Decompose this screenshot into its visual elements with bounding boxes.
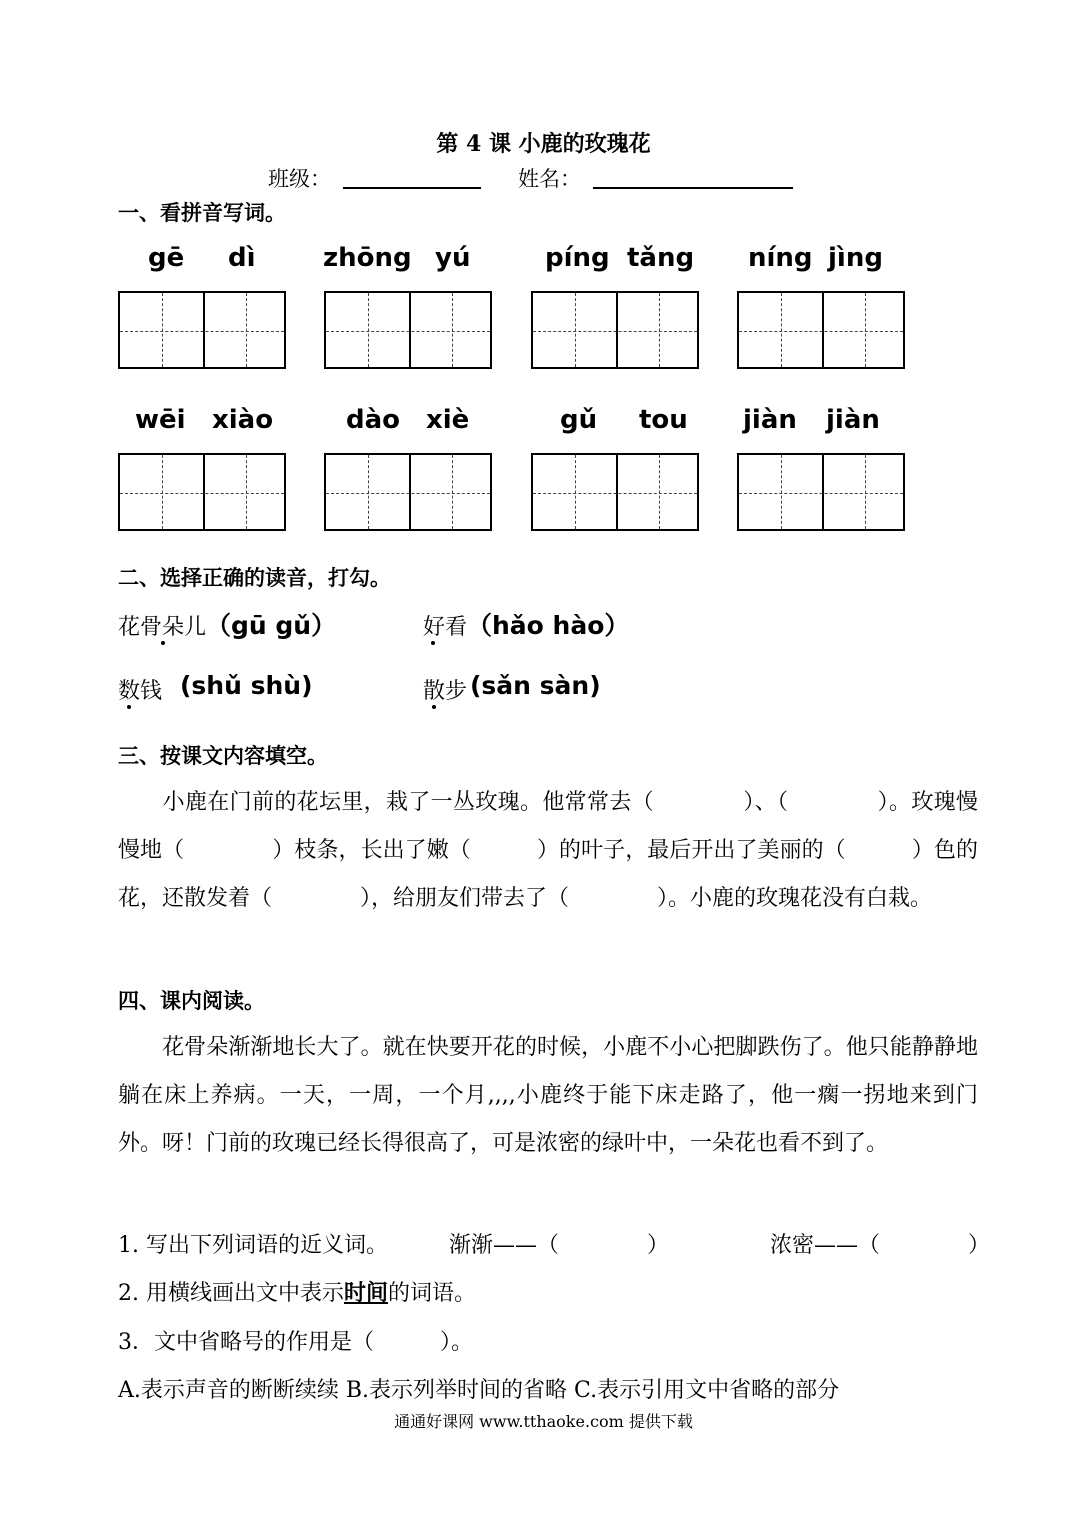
pinyin-options[interactable]: (sǎn sàn) [470, 671, 601, 700]
reading-passage: 花骨朵渐渐地长大了。就在快要开花的时候，小鹿不小心把脚跌伤了。他只能静静地躺在床上养病。一天，一周，一个月,,,,小鹿终于能下床走路了，他一瘸一拐地来到门外。呀！门前的玫瑰已经长得很高了，可是浓密的绿叶中，一朵花也看不到了。 [118, 1035, 978, 1156]
emphasis-dot [432, 705, 436, 709]
pinyin: xiè [426, 405, 470, 435]
name-blank[interactable] [593, 187, 793, 189]
pinyin: jìng [828, 243, 883, 273]
writing-grid[interactable] [737, 453, 905, 531]
pinyin: gǔ [560, 405, 598, 435]
question-2 [118, 1276, 476, 1307]
writing-grid[interactable] [324, 291, 492, 369]
writing-grid[interactable] [324, 453, 492, 531]
word-item: 好看 [423, 615, 468, 640]
question-1-word-2[interactable]: 浓密——（ ） [770, 1233, 991, 1258]
writing-grid[interactable] [118, 291, 286, 369]
pinyin-options[interactable]: （hǎo hào） [467, 611, 630, 640]
pinyin: wēi [135, 405, 186, 435]
pinyin-options[interactable]: （gū gǔ） [206, 611, 337, 640]
pinyin: zhōng [323, 243, 412, 273]
pinyin: níng [748, 243, 813, 273]
footer-text: 通通好课网 www.tthaoke.com 提供下载 [394, 1412, 693, 1431]
name-label: 姓名： [518, 167, 581, 191]
word-item: 散步 [423, 679, 468, 704]
section-3-heading: 三、按课文内容填空。 [118, 743, 328, 768]
section-4-heading: 四、课内阅读。 [118, 988, 265, 1013]
pinyin: yú [435, 243, 471, 273]
question-1: 1. 写出下列词语的近义词。 [118, 1233, 388, 1258]
question-2-keyword: 时间 [343, 1280, 388, 1306]
emphasis-dot [127, 705, 131, 709]
question-2-prefix: 2. 用横线画出文中表示 [118, 1281, 344, 1306]
question-1-word-1[interactable]: 渐渐——（ ） [449, 1233, 670, 1258]
page-title: 第 4 课 小鹿的玫瑰花 [436, 131, 651, 157]
pinyin: tou [639, 405, 688, 435]
class-label: 班级： [268, 167, 331, 191]
question-2-suffix: 的词语。 [388, 1281, 477, 1306]
pinyin: dì [228, 243, 256, 273]
section-1-heading: 一、看拼音写词。 [118, 200, 286, 225]
word-item: 花骨朵儿 [118, 615, 207, 640]
pinyin: tǎng [627, 243, 695, 273]
fill-in-paragraph: 小鹿在门前的花坛里，栽了一丛玫瑰。他常常去（ ）、（ ）。玫瑰慢慢地（ ）枝条，长出了嫩（ ）的叶子，最后开出了美丽的（ ）色的花，还散发着（ ），给朋友们带去了（ ）。小鹿的玫瑰花没有白栽。 [118, 790, 978, 911]
writing-grid[interactable] [531, 291, 699, 369]
section-2-heading: 二、选择正确的读音，打勾。 [118, 565, 391, 590]
writing-grid[interactable] [531, 453, 699, 531]
emphasis-dot [161, 641, 165, 645]
pinyin: jiàn [743, 405, 797, 435]
question-3: 3．文中省略号的作用是（ ）。 [118, 1330, 473, 1355]
writing-grid[interactable] [118, 453, 286, 531]
pinyin-options[interactable]: (shǔ shù) [180, 671, 313, 700]
word-item: 数钱 [118, 679, 163, 704]
class-blank[interactable] [343, 187, 481, 189]
writing-grid[interactable] [737, 291, 905, 369]
pinyin: dào [346, 405, 401, 435]
pinyin: gē [148, 243, 185, 273]
question-3-options[interactable]: A.表示声音的断断续续 B.表示列举时间的省略 C.表示引用文中省略的部分 [118, 1378, 840, 1403]
emphasis-dot [431, 641, 435, 645]
pinyin: píng [545, 243, 610, 273]
pinyin: xiào [212, 405, 274, 435]
pinyin: jiàn [826, 405, 880, 435]
